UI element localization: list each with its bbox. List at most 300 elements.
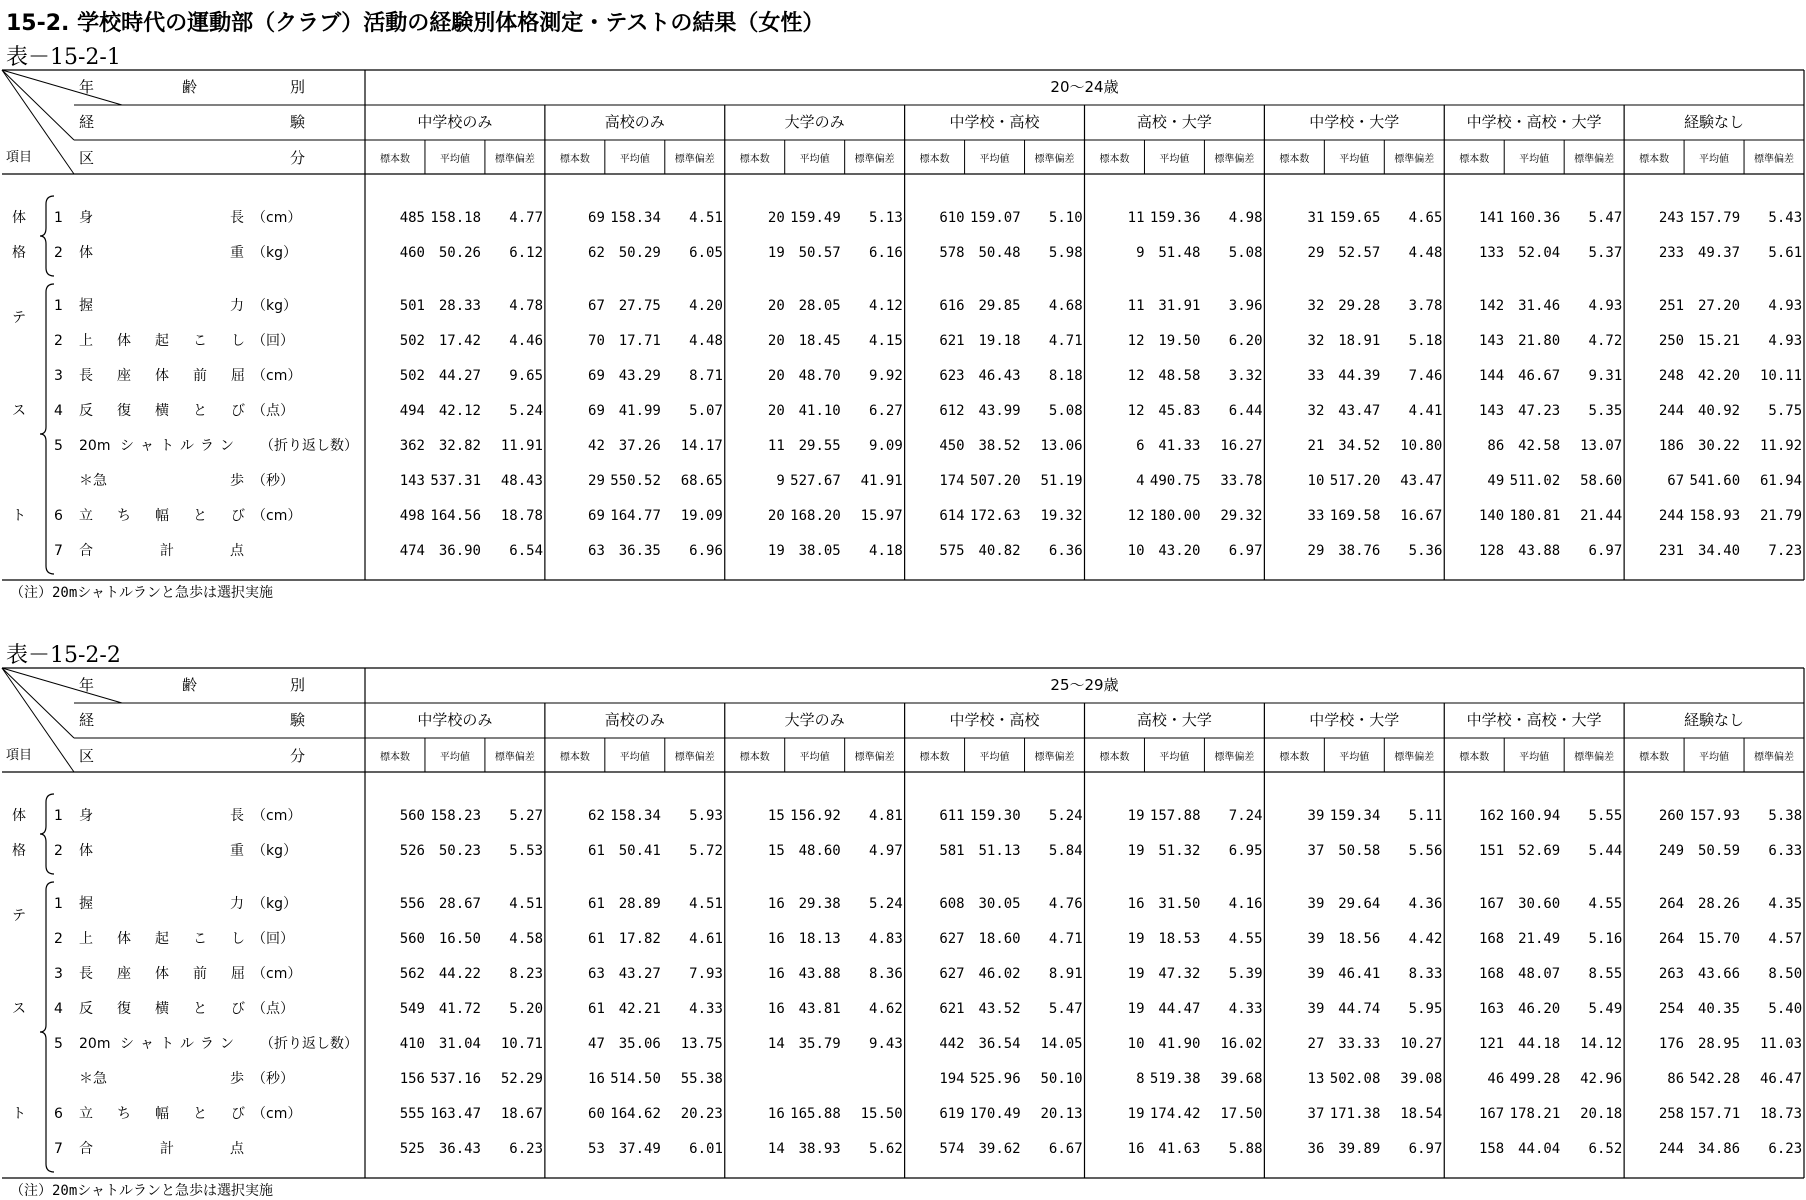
group-header: 中学校・高校 [949, 711, 1040, 729]
data-cell: 28.26 [1697, 896, 1741, 912]
row-label-char: 反 [79, 403, 93, 419]
age-label-char: 年 [79, 78, 95, 96]
row-number: 7 [54, 543, 63, 559]
data-cell: 52.57 [1338, 245, 1381, 261]
data-cell: 525 [399, 1141, 425, 1157]
data-cell: 581 [939, 843, 965, 859]
data-cell: 19.32 [1040, 508, 1083, 524]
data-cell: 180.81 [1509, 508, 1561, 524]
data-cell: 16 [1127, 896, 1145, 912]
data-cell: 29.28 [1338, 298, 1381, 314]
data-cell: 43.47 [1400, 473, 1443, 489]
age-header: 25～29歳 [1050, 676, 1119, 694]
data-cell: 34.40 [1697, 543, 1741, 559]
data-cell: 61 [588, 843, 605, 859]
data-cell: 62 [588, 245, 605, 261]
data-cell: 16 [767, 1106, 785, 1122]
data-cell: 6.54 [509, 543, 543, 559]
data-cell: 8.36 [869, 966, 903, 982]
data-cell: 4.18 [869, 543, 903, 559]
row-label-char: 握 [79, 896, 93, 912]
data-cell: 156 [399, 1071, 425, 1087]
row-label-char: 横 [155, 403, 169, 419]
age-label-char: 別 [290, 78, 306, 96]
row-label-char: 長 [79, 966, 93, 982]
data-cell: 172.63 [970, 508, 1021, 524]
data-cell: 39.68 [1220, 1071, 1263, 1087]
data-cell: 260 [1658, 808, 1685, 824]
data-cell: 160.36 [1509, 210, 1561, 226]
data-cell: 7.46 [1408, 368, 1443, 384]
data-cell: 158.93 [1689, 508, 1741, 524]
category-test: ス [12, 1001, 26, 1017]
data-cell: 50.57 [798, 245, 841, 261]
data-cell: 19 [1127, 931, 1145, 947]
row-label-char: 幅 [155, 508, 169, 524]
sub-header: 標準偏差 [1394, 154, 1435, 165]
data-cell: 41.33 [1158, 438, 1201, 454]
data-cell: 4.16 [1228, 896, 1263, 912]
data-cell: 31.50 [1158, 896, 1201, 912]
data-cell: 168 [1478, 966, 1505, 982]
data-cell: 612 [939, 403, 965, 419]
brace-shape [40, 284, 54, 574]
data-cell: 143 [399, 473, 425, 489]
data-cell: 14.17 [680, 438, 723, 454]
row-unit: （折り返し数） [260, 438, 358, 454]
row-label-char: 体 [117, 333, 131, 349]
row-number: 6 [54, 508, 63, 524]
data-cell: 19 [1127, 966, 1145, 982]
row-label-char: し [231, 333, 245, 349]
data-cell: 6.97 [1588, 543, 1623, 559]
data-cell: 51.48 [1158, 245, 1201, 261]
data-cell: 28.67 [438, 896, 481, 912]
data-cell: 6.05 [689, 245, 723, 261]
data-cell: 30.22 [1697, 438, 1741, 454]
data-cell: 180.00 [1149, 508, 1201, 524]
row-label-char: び [231, 508, 245, 524]
row-unit: （cm） [252, 1106, 302, 1122]
group-header: 中学校・高校・大学 [1466, 711, 1602, 729]
data-cell: 6.44 [1228, 403, 1263, 419]
data-cell: 519.38 [1149, 1071, 1201, 1087]
data-cell: 4.93 [1588, 298, 1623, 314]
row-label-char: 長 [230, 210, 244, 226]
data-cell: 67 [1667, 473, 1685, 489]
row-label-char: 体 [79, 245, 93, 261]
data-cell: 121 [1478, 1036, 1505, 1052]
row-label-char: シ [120, 438, 134, 454]
data-cell: 474 [399, 543, 425, 559]
data-cell: 6 [1136, 438, 1145, 454]
row-label-char: ン [220, 1036, 234, 1052]
data-cell: 8.33 [1408, 966, 1443, 982]
data-cell: 141 [1478, 210, 1505, 226]
row-label-char: 体 [79, 843, 93, 859]
data-cell: 4.71 [1048, 333, 1083, 349]
data-cell: 34.86 [1697, 1141, 1741, 1157]
group-header: 高校・大学 [1136, 113, 1212, 131]
row-label-char: 上 [79, 333, 93, 349]
data-cell: 5.49 [1588, 1001, 1623, 1017]
data-cell: 33.33 [1338, 1036, 1381, 1052]
data-cell: 14.05 [1040, 1036, 1083, 1052]
data-cell: 4.48 [689, 333, 723, 349]
row-number: 5 [54, 1036, 63, 1052]
data-cell: 27.75 [618, 298, 661, 314]
data-cell: 243 [1658, 210, 1685, 226]
row-label-char: 計 [160, 543, 174, 559]
data-cell: 20 [767, 210, 785, 226]
data-cell: 38.93 [798, 1141, 841, 1157]
data-cell: 5.55 [1588, 808, 1623, 824]
data-cell: 6.96 [689, 543, 723, 559]
row-label-char: 力 [230, 298, 244, 314]
data-cell: 7.23 [1768, 543, 1803, 559]
sub-header: 標準偏差 [1574, 154, 1615, 165]
sub-header: 平均値 [439, 154, 470, 165]
data-cell: 14.12 [1580, 1036, 1623, 1052]
data-cell: 5.88 [1228, 1141, 1263, 1157]
data-cell: 168 [1478, 931, 1505, 947]
data-cell: 5.61 [1768, 245, 1803, 261]
data-cell: 16 [767, 966, 785, 982]
data-cell: 19 [767, 245, 785, 261]
sub-header: 平均値 [1519, 154, 1550, 165]
data-cell: 13.07 [1580, 438, 1623, 454]
experience-label-char: 験 [290, 113, 306, 131]
data-cell: 41.10 [798, 403, 841, 419]
data-cell: 41.91 [860, 473, 903, 489]
data-cell: 158.34 [610, 808, 661, 824]
data-cell: 16.50 [438, 931, 481, 947]
data-cell: 527.67 [790, 473, 841, 489]
data-cell: 575 [939, 543, 965, 559]
row-number: 3 [54, 368, 63, 384]
category-test: テ [12, 310, 26, 326]
table-grid [2, 668, 1804, 1178]
data-cell: 501 [399, 298, 425, 314]
data-cell: 19.18 [978, 333, 1021, 349]
data-cell: 244 [1658, 1141, 1685, 1157]
data-cell: 30.60 [1518, 896, 1561, 912]
data-cell: 5.24 [509, 403, 543, 419]
data-cell: 5.47 [1588, 210, 1623, 226]
data-cell: 38.05 [798, 543, 841, 559]
sub-header: 標本数 [1459, 752, 1490, 763]
data-cell: 10 [1307, 473, 1325, 489]
row-number: 1 [54, 210, 63, 226]
category-test: テ [12, 908, 26, 924]
data-cell: 6.23 [1768, 1141, 1803, 1157]
data-cell: 39 [1307, 808, 1325, 824]
data-cell: 30.05 [978, 896, 1021, 912]
data-cell: 254 [1658, 1001, 1685, 1017]
data-cell: 611 [939, 808, 965, 824]
data-cell: 128 [1478, 543, 1505, 559]
data-cell: 9 [1136, 245, 1145, 261]
data-cell: 162 [1478, 808, 1505, 824]
data-cell: 4.61 [689, 931, 723, 947]
data-cell: 36.54 [978, 1036, 1021, 1052]
data-cell: 58.60 [1580, 473, 1623, 489]
data-cell: 41.63 [1158, 1141, 1201, 1157]
data-cell: 4.58 [509, 931, 543, 947]
data-cell: 574 [939, 1141, 965, 1157]
data-cell: 21.49 [1518, 931, 1561, 947]
group-header: 大学のみ [784, 711, 845, 729]
data-cell: 362 [399, 438, 425, 454]
row-unit: （cm） [252, 210, 302, 226]
row-number: 5 [54, 438, 63, 454]
data-cell: 6.95 [1228, 843, 1263, 859]
data-cell: 550.52 [610, 473, 661, 489]
experience-label-char: 経 [79, 711, 95, 729]
row-label-char: 長 [230, 808, 244, 824]
data-cell: 49 [1487, 473, 1505, 489]
data-cell: 20.23 [680, 1106, 723, 1122]
data-cell: 176 [1658, 1036, 1685, 1052]
data-cell: 174 [939, 473, 965, 489]
sub-header: 標本数 [919, 752, 950, 763]
data-cell: 20 [767, 403, 785, 419]
data-cell: 20 [767, 368, 785, 384]
row-label-char: び [231, 1106, 245, 1122]
data-cell: 144 [1478, 368, 1505, 384]
data-cell: 151 [1478, 843, 1505, 859]
age-label-char: 齢 [182, 676, 198, 694]
data-cell: 556 [399, 896, 425, 912]
group-header: 高校のみ [604, 113, 665, 131]
data-cell: 610 [939, 210, 965, 226]
data-cell: 627 [939, 966, 965, 982]
row-unit: （秒） [252, 1071, 294, 1087]
sub-header: 標準偏差 [1034, 154, 1075, 165]
sub-header: 標本数 [739, 154, 770, 165]
data-cell: 186 [1658, 438, 1685, 454]
sub-header: 標準偏差 [1214, 752, 1255, 763]
data-cell: 541.60 [1689, 473, 1741, 489]
data-cell: 29 [1307, 245, 1325, 261]
data-cell: 15.50 [860, 1106, 903, 1122]
data-cell: 157.88 [1149, 808, 1201, 824]
data-cell: 4.51 [509, 896, 543, 912]
data-cell: 627 [939, 931, 965, 947]
row-label-char: ＊急 [79, 473, 107, 489]
data-cell: 35.06 [618, 1036, 661, 1052]
row-label-char: と [193, 1001, 207, 1017]
group-header: 経験なし [1684, 711, 1745, 729]
data-cell: 18.60 [978, 931, 1021, 947]
data-cell: 11.03 [1759, 1036, 1803, 1052]
data-cell: 44.04 [1518, 1141, 1561, 1157]
sub-header: 標準偏差 [1754, 752, 1794, 763]
data-cell: 31.91 [1158, 298, 1201, 314]
data-cell: 4.71 [1048, 931, 1083, 947]
data-cell: 44.22 [438, 966, 481, 982]
data-cell: 5.47 [1048, 1001, 1083, 1017]
data-cell: 31.04 [438, 1036, 481, 1052]
data-cell: 51.19 [1040, 473, 1083, 489]
data-cell: 63 [588, 966, 605, 982]
data-cell: 46.47 [1759, 1071, 1803, 1087]
data-cell: 158.34 [610, 210, 661, 226]
data-cell: 42.21 [618, 1001, 661, 1017]
sub-header: 平均値 [1699, 752, 1730, 763]
data-cell: 143 [1478, 403, 1505, 419]
row-label-char: シ [120, 1036, 134, 1052]
data-cell: 10 [1127, 1036, 1145, 1052]
row-label-char: 前 [193, 368, 207, 384]
category-physique: 体 [12, 210, 26, 226]
data-cell: 264 [1658, 896, 1685, 912]
data-cell: 9.31 [1588, 368, 1623, 384]
data-cell: 28.95 [1697, 1036, 1741, 1052]
data-cell: 5.24 [1048, 808, 1083, 824]
data-cell: 4.55 [1588, 896, 1623, 912]
data-cell: 42.12 [438, 403, 481, 419]
row-label-char: 20m [79, 438, 111, 454]
data-cell: 450 [939, 438, 965, 454]
data-cell: 44.39 [1338, 368, 1381, 384]
row-label-char: 反 [79, 1001, 93, 1017]
data-cell: 4.33 [1228, 1001, 1263, 1017]
row-unit: （点） [252, 1001, 294, 1017]
data-cell: 6.97 [1408, 1141, 1443, 1157]
data-cell: 18.67 [500, 1106, 543, 1122]
data-cell: 19 [1127, 1106, 1145, 1122]
data-cell: 50.29 [618, 245, 661, 261]
row-number: 4 [54, 403, 63, 419]
row-unit: （kg） [252, 298, 297, 314]
data-cell: 542.28 [1689, 1071, 1741, 1087]
row-label-char: 起 [155, 333, 169, 349]
data-cell: 61 [588, 896, 605, 912]
data-cell: 142 [1478, 298, 1505, 314]
data-cell: 29.38 [798, 896, 841, 912]
data-cell: 52.29 [500, 1071, 543, 1087]
sub-header: 標本数 [559, 154, 590, 165]
data-cell: 4.62 [869, 1001, 903, 1017]
sub-header: 標本数 [1639, 752, 1670, 763]
data-cell: 43.47 [1338, 403, 1381, 419]
data-cell: 37.26 [618, 438, 661, 454]
data-cell: 19.09 [680, 508, 723, 524]
data-cell: 39 [1307, 1001, 1325, 1017]
data-cell: 6.97 [1228, 543, 1263, 559]
data-cell: 3.32 [1228, 368, 1263, 384]
data-cell: 69 [588, 368, 605, 384]
item-header: 項目 [6, 748, 33, 763]
data-cell: 46 [1487, 1071, 1505, 1087]
data-cell: 5.98 [1048, 245, 1083, 261]
data-cell: 9.43 [869, 1036, 903, 1052]
data-cell: 32 [1307, 333, 1325, 349]
data-cell: 41.99 [618, 403, 661, 419]
data-cell: 15.70 [1697, 931, 1741, 947]
data-cell: 264 [1658, 931, 1685, 947]
data-cell: 21.79 [1759, 508, 1803, 524]
data-cell: 48.58 [1158, 368, 1201, 384]
sub-header: 標準偏差 [854, 154, 895, 165]
data-cell: 8.23 [509, 966, 543, 982]
sub-header: 平均値 [1519, 752, 1550, 763]
row-label-char: 上 [79, 931, 93, 947]
sub-header: 平均値 [1159, 752, 1190, 763]
data-cell: 165.88 [790, 1106, 841, 1122]
data-cell: 15.21 [1697, 333, 1741, 349]
data-cell: 21 [1307, 438, 1325, 454]
data-cell: 4.93 [1768, 333, 1803, 349]
data-cell: 9.65 [509, 368, 543, 384]
row-label-char: こ [193, 931, 207, 947]
data-cell: 36.90 [438, 543, 481, 559]
data-cell: 12 [1127, 403, 1145, 419]
data-cell: 18.45 [798, 333, 841, 349]
table-label-2: 表－15-2-2 [6, 643, 121, 668]
data-cell: 231 [1658, 543, 1685, 559]
data-cell: 164.56 [430, 508, 481, 524]
data-cell: 20 [767, 298, 785, 314]
data-cell: 33 [1307, 368, 1325, 384]
data-cell: 35.79 [798, 1036, 841, 1052]
data-cell: 8.91 [1048, 966, 1083, 982]
data-cell: 50.23 [438, 843, 481, 859]
row-number: 1 [54, 808, 63, 824]
category-label-char: 区 [79, 747, 95, 765]
data-cell: 16.27 [1220, 438, 1263, 454]
row-unit: （cm） [252, 966, 302, 982]
row-label-char: ル [180, 1036, 194, 1052]
data-cell: 5.44 [1588, 843, 1623, 859]
data-cell: 47 [588, 1036, 605, 1052]
data-cell: 159.30 [970, 808, 1021, 824]
data-cell: 70 [588, 333, 605, 349]
data-cell: 33 [1307, 508, 1325, 524]
category-label-char: 区 [79, 149, 95, 167]
sub-header: 標準偏差 [494, 154, 535, 165]
data-cell: 19 [767, 543, 785, 559]
row-label-char: 合 [79, 1141, 93, 1157]
sub-header: 平均値 [1339, 752, 1370, 763]
row-label-char: ラ [200, 1036, 214, 1052]
data-cell: 163.47 [430, 1106, 481, 1122]
sub-header: 標準偏差 [1754, 154, 1794, 165]
data-cell: 43.88 [1518, 543, 1561, 559]
sub-header: 標準偏差 [1214, 154, 1255, 165]
row-label-char: 屈 [231, 966, 245, 982]
data-cell: 5.95 [1408, 1001, 1443, 1017]
data-cell: 41.72 [438, 1001, 481, 1017]
category-physique: 格 [12, 245, 26, 261]
data-cell: 5.53 [509, 843, 543, 859]
data-cell: 27 [1307, 1036, 1325, 1052]
data-cell: 20.13 [1040, 1106, 1083, 1122]
data-cell: 250 [1658, 333, 1685, 349]
data-cell: 10.27 [1400, 1036, 1443, 1052]
data-cell: 5.08 [1048, 403, 1083, 419]
data-cell: 5.10 [1048, 210, 1083, 226]
row-label-char: 前 [193, 966, 207, 982]
data-cell: 18.13 [798, 931, 841, 947]
data-cell: 39.62 [978, 1141, 1021, 1157]
data-cell: 485 [399, 210, 425, 226]
data-cell: 502 [399, 368, 425, 384]
data-cell: 13.06 [1040, 438, 1083, 454]
data-cell: 460 [399, 245, 425, 261]
data-cell: 51.32 [1158, 843, 1201, 859]
